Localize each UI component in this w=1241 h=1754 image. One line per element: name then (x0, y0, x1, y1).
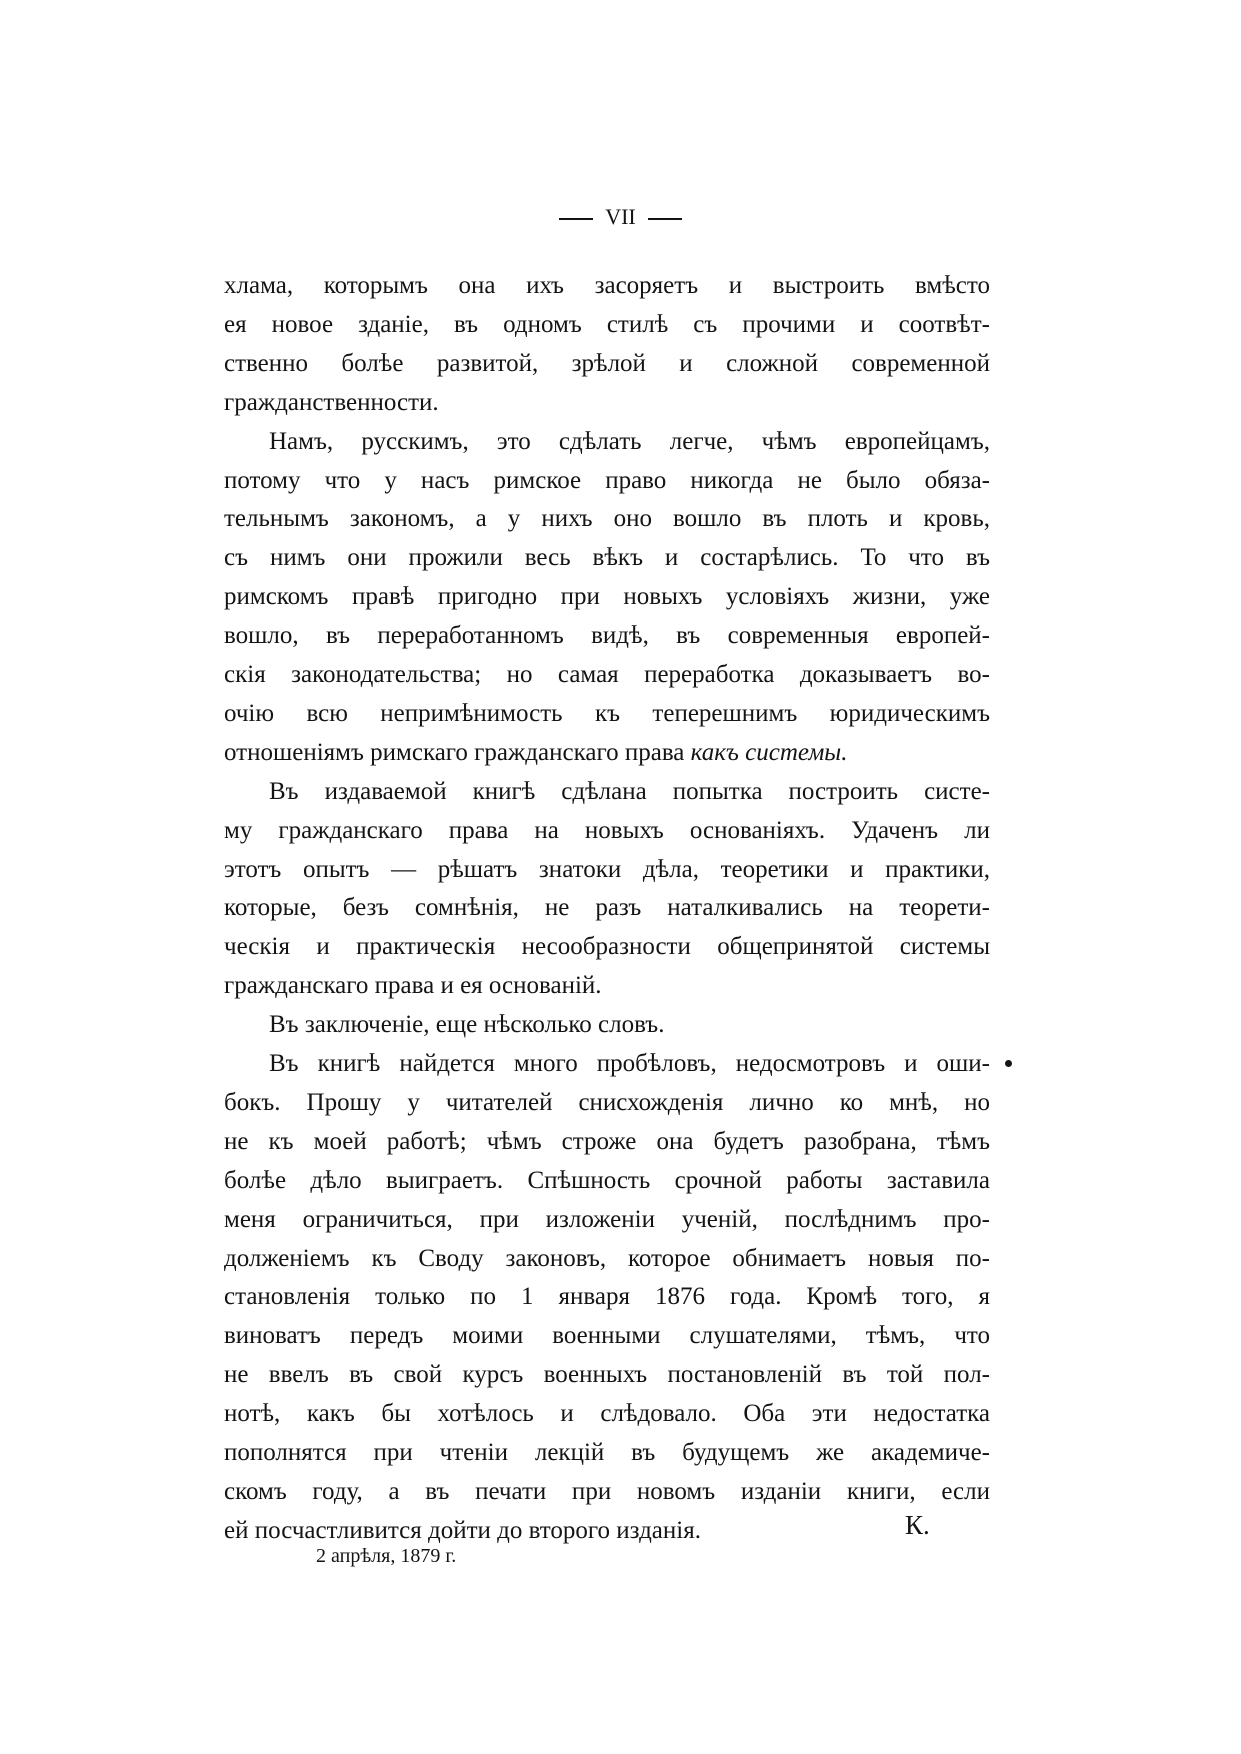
text-line-content: Въ книгѣ найдется много пробѣловъ, недосмотровъ и оши- (269, 1050, 990, 1077)
text-line-content: скомъ году, а въ печати при новомъ изданіи книги, если (224, 1477, 990, 1505)
text-line-content: скія законодательства; но самая переработка доказываетъ во- (224, 661, 990, 688)
page-number (0, 204, 1241, 230)
text-line-content: ей посчастливится дойти до второго изданія. (224, 1516, 701, 1544)
text-line-content: Въ издаваемой книгѣ сдѣлана попытка построить систе- (269, 777, 990, 805)
text-line-content: меня ограничиться, при изложеніи ученій, послѣднимъ про- (224, 1205, 990, 1233)
margin-dot-mark (1005, 1060, 1012, 1067)
text-line-content: потому что у насъ римское право никогда не было обяза- (224, 466, 990, 494)
text-line (269, 772, 990, 811)
dash-left (559, 218, 593, 220)
text-line-content: виноватъ передъ моими военными слушателями, тѣмъ, что (224, 1322, 990, 1350)
text-line (224, 850, 990, 889)
text-line (224, 927, 990, 966)
text-line-content: пополнятся при чтеніи лекцій въ будущемъ же академиче- (224, 1439, 990, 1466)
text-line (269, 1005, 990, 1044)
text-line-content: не ввелъ въ свой курсъ военныхъ постановленій въ той пол- (224, 1361, 990, 1389)
text-line-content: ея новое зданіе, въ одномъ стилѣ съ прочими и соотвѣт- (224, 310, 990, 338)
text-line-content: ческія и практическія несообразности общепринятой системы (224, 933, 990, 961)
text-line (224, 1239, 990, 1278)
text-line-content: гражданскаго права и ея основаній. (224, 972, 602, 1000)
text-line (224, 966, 990, 1005)
text-line (224, 1355, 990, 1394)
text-line-content: тельнымъ закономъ, а у нихъ оно вошло въ плоть и кровь, (224, 505, 990, 533)
text-line (224, 1277, 990, 1316)
text-line-content: вошло, въ переработанномъ видѣ, въ современныя европей- (224, 622, 990, 650)
text-line-content: долженіемъ къ Своду законовъ, которое обнимаетъ новыя по- (224, 1244, 990, 1272)
text-line-content: гражданственности. (224, 388, 439, 416)
text-line-content: нотѣ, какъ бы хотѣлось и слѣдовало. Оба эти недостатка (224, 1400, 990, 1428)
text-line-content: болѣе дѣло выиграетъ. Спѣшность срочной работы заставила (224, 1166, 990, 1194)
text-line-content: римскомъ правѣ пригодно при новыхъ условіяхъ жизни, уже (224, 583, 990, 611)
text-line (224, 1122, 990, 1161)
page-number-text: VII (605, 204, 636, 229)
text-line-content: Намъ, русскимъ, это сдѣлать легче, чѣмъ европейцамъ, (269, 427, 990, 455)
text-line-content: этотъ опытъ — рѣшатъ знатоки дѣла, теоретики и практики, (224, 855, 990, 883)
text-line-content: му гражданскаго права на новыхъ основаніяхъ. Удаченъ ли (224, 816, 990, 844)
text-line (224, 1433, 990, 1472)
text-line-content: очію всю непримѣнимость къ теперешнимъ юридическимъ (224, 699, 990, 727)
text-line (269, 1044, 990, 1083)
text-line (224, 655, 990, 694)
text-line-content: хлама, которымъ она ихъ засоряетъ и выстроить вмѣсто (224, 272, 990, 299)
text-line (224, 538, 990, 577)
text-line-content: съ нимъ они прожили весь вѣкъ и состарѣлись. То что въ (224, 544, 990, 572)
text-line-content: отношеніямъ римскаго гражданскаго права (224, 738, 691, 766)
text-line (224, 1083, 990, 1122)
text-line (224, 1511, 990, 1550)
text-line (224, 1200, 990, 1239)
text-line-content: ственно болѣе развитой, зрѣлой и сложной современной (224, 349, 990, 377)
text-line (224, 383, 990, 422)
text-line (224, 305, 990, 344)
text-line (224, 1472, 990, 1511)
text-line (224, 577, 990, 616)
text-line (224, 694, 990, 733)
text-line (224, 1161, 990, 1200)
text-line-content: бокъ. Прошу у читателей снисхожденія лично ко мнѣ, но (224, 1088, 990, 1116)
text-line (224, 616, 990, 655)
text-line-content: не къ моей работѣ; чѣмъ строже она будетъ разобрана, тѣмъ (224, 1127, 990, 1155)
text-line (269, 422, 990, 461)
text-line (224, 733, 990, 772)
signature: К. (905, 1510, 930, 1540)
date-line: 2 апрѣля, 1879 г. (316, 1545, 457, 1567)
text-line (224, 499, 990, 538)
text-line-content: которые, безъ сомнѣнія, не разъ наталкивались на теорети- (224, 894, 990, 922)
text-line-content: становленія только по 1 января 1876 года. Кромѣ того, я (224, 1283, 990, 1311)
text-line (224, 461, 990, 500)
dash-right (648, 218, 682, 220)
text-line (224, 888, 990, 927)
text-line (224, 1316, 990, 1355)
text-line (224, 811, 990, 850)
text-line-content: Въ заключеніе, еще нѣсколько словъ. (269, 1011, 665, 1039)
text-line (224, 1394, 990, 1433)
italic-emphasis: какъ системы. (690, 738, 848, 766)
text-line (224, 266, 990, 305)
text-line (224, 344, 990, 383)
